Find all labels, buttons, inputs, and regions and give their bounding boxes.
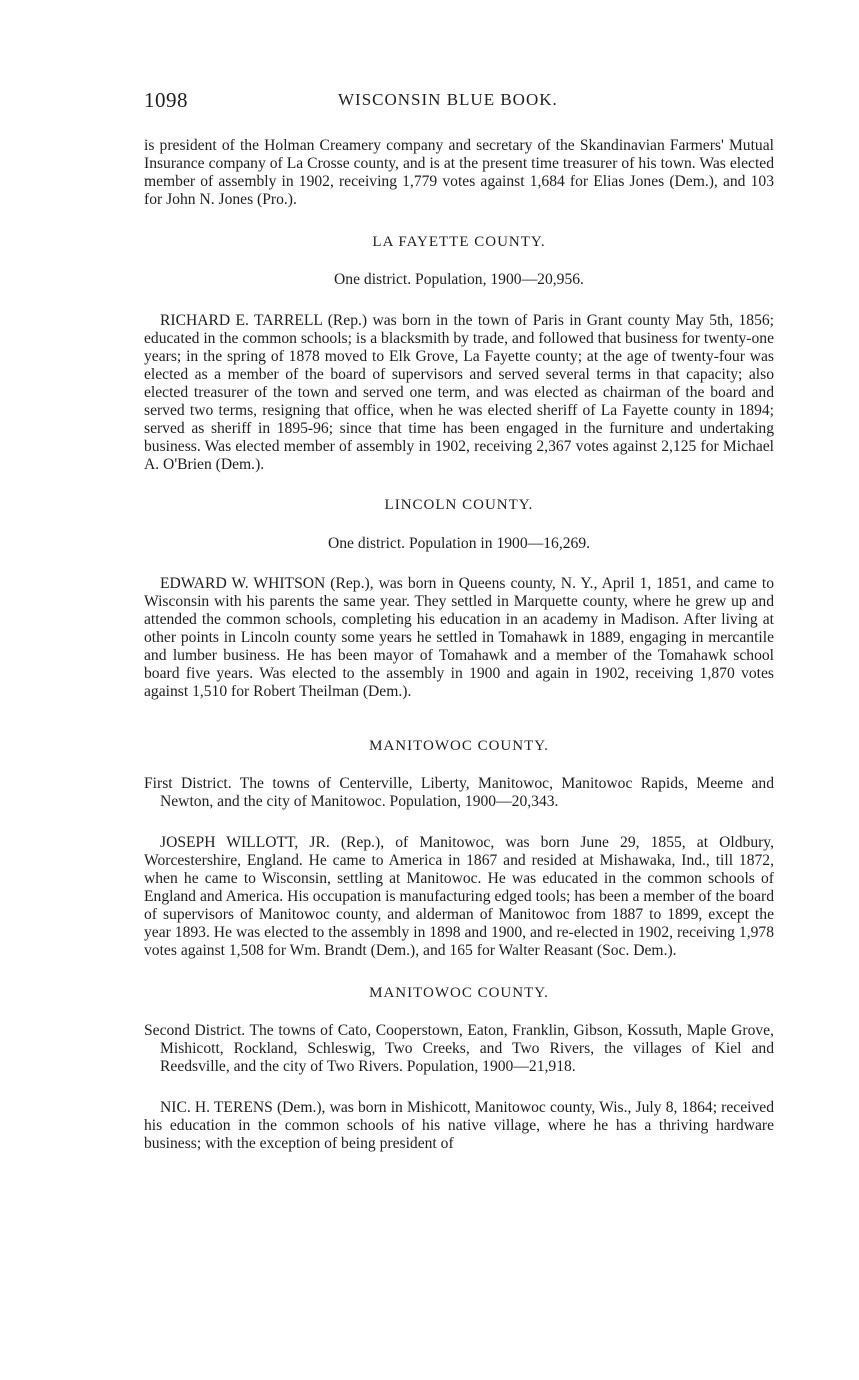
district-description: One district. Population in 1900—16,269. [327, 534, 591, 552]
district-description: Second District. The towns of Cato, Cooperstown, Eaton, Franklin, Gibson, Kossuth, Maple Grove, Mishicott, Rockland, Schleswig, Two Creeks, and Two Rivers, the villages of Kiel and Reedsville, and the city of Two Rivers. Population, 1900—21,918. [144, 1022, 774, 1076]
section-la-fayette [144, 233, 774, 474]
page-body [144, 137, 774, 1153]
biography-paragraph: NIC. H. TERENS (Dem.), was born in Mishicott, Manitowoc county, Wis., July 8, 1864; received his education in the common schools of his native village, where he has a thriving hardware business; with the exception of being president of [144, 1098, 774, 1152]
county-heading: LINCOLN COUNTY. [384, 497, 534, 514]
continuation-paragraph: is president of the Holman Creamery company and secretary of the Skandinavian Farmers' Mutual Insurance company of La Crosse county, and is at the present time treasurer of his town. Was elected member of assembly in 1902, receiving 1,779 votes against 1,684 for Elias Jones (Dem.), and 103 for John N. Jones (Pro.). [144, 137, 774, 209]
biography-paragraph: JOSEPH WILLOTT, JR. (Rep.), of Manitowoc, was born June 29, 1855, at Oldbury, Worcestershire, England. He came to America in 1867 and resided at Mishawaka, Ind., till 1872, when he came to Wisconsin, settling at Manitowoc. He was educated in the common schools of England and America. His occupation is manufacturing edged tools; has been a member of the board of supervisors of Manitowoc county, and alderman of Manitowoc from 1887 to 1899, except the year 1893. He was elected to the assembly in 1898 and 1900, and re-elected in 1902, receiving 1,978 votes against 1,508 for Wm. Brandt (Dem.), and 165 for Walter Reasant (Soc. Dem.). [144, 833, 774, 960]
section-manitowoc-first [144, 737, 774, 960]
district-description: One district. Population, 1900—20,956. [334, 271, 584, 289]
biography-paragraph: EDWARD W. WHITSON (Rep.), was born in Queens county, N. Y., April 1, 1851, and came to Wisconsin with his parents the same year. They settled in Marquette county, where he grew up and attended the common schools, completing his education in an academy in Madison. After living at other points in Lincoln county some years he settled in Tomahawk in 1889, engaging in mercantile and lumber business. He has been mayor of Tomahawk and a member of the Tomahawk school board five years. Was elected to the assembly in 1900 and again in 1902, receiving 1,870 votes against 1,510 for Robert Theilman (Dem.). [144, 574, 774, 701]
county-heading: LA FAYETTE COUNTY. [372, 234, 546, 251]
county-heading: MANITOWOC COUNTY. [369, 738, 549, 755]
page-header [144, 88, 774, 116]
page-number: 1098 [144, 88, 188, 112]
district-description: First District. The towns of Centerville, Liberty, Manitowoc, Manitowoc Rapids, Meeme and Newton, and the city of Manitowoc. Population, 1900—20,343. [144, 775, 774, 811]
section-lincoln [144, 496, 774, 701]
running-title: WISCONSIN BLUE BOOK. [338, 90, 558, 109]
county-heading: MANITOWOC COUNTY. [369, 985, 549, 1002]
section-manitowoc-second [144, 984, 774, 1153]
biography-paragraph: RICHARD E. TARRELL (Rep.) was born in the town of Paris in Grant county May 5th, 1856; educated in the common schools; is a blacksmith by trade, and followed that business for twenty-one years; in the spring of 1878 moved to Elk Grove, La Fayette county; at the age of twenty-four was elected as a member of the board of supervisors and served several terms in that capacity; also elected treasurer of the town and served one term, and was elected as chairman of the board and served two terms, resigning that office, when he was elected sheriff of La Fayette county in 1894; served as sheriff in 1895-96; since that time has been engaged in the furniture and undertaking business. Was elected member of assembly in 1902, receiving 2,367 votes against 2,125 for Michael A. O'Brien (Dem.). [144, 311, 774, 474]
